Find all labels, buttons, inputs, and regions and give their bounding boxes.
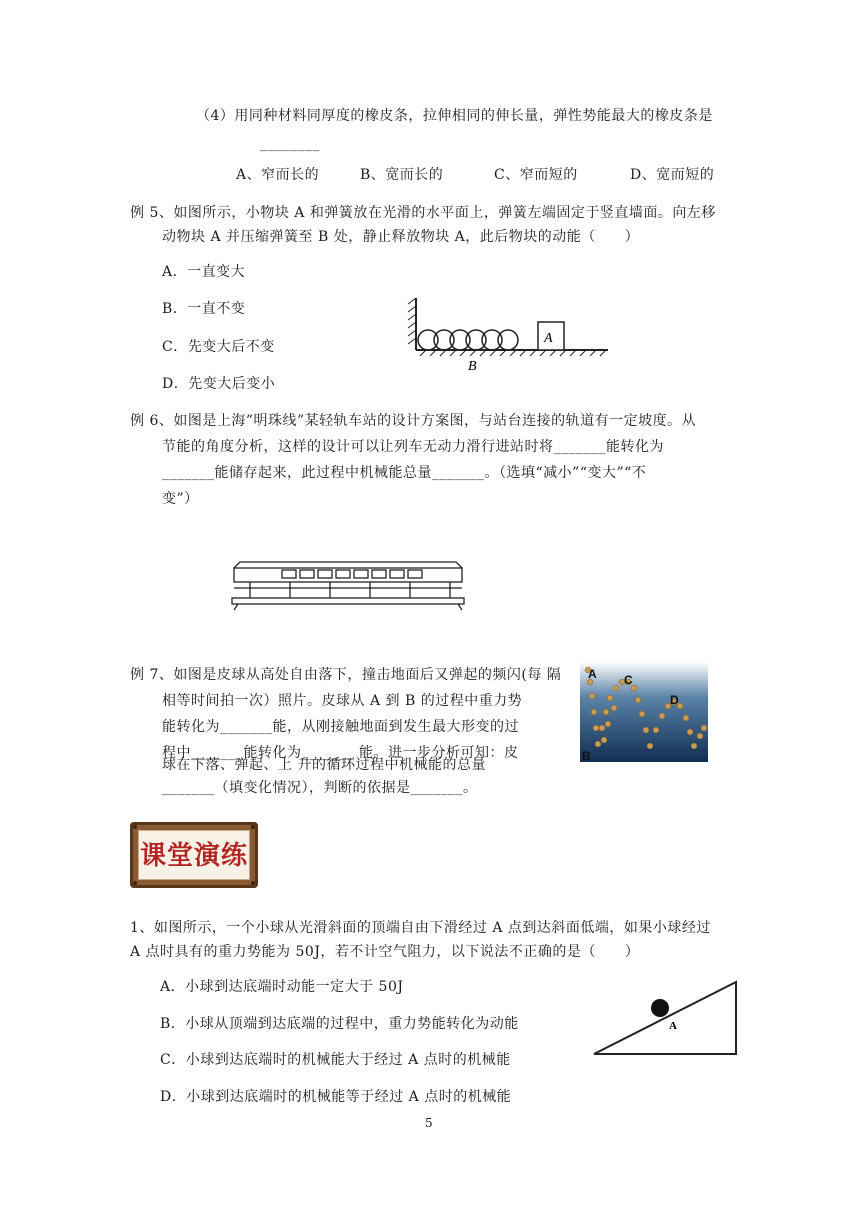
q4-option-a: A、窄而长的 bbox=[236, 167, 320, 183]
q4-option-b: B、宽而长的 bbox=[360, 167, 444, 183]
ball bbox=[651, 999, 669, 1017]
ex7-line1: 例 7、如图是皮球从高处自由落下，撞击地面后又弹起的频闪(每 隔 bbox=[130, 667, 562, 683]
ex7-line2: 相等时间拍一次）照片。皮球从 A 到 B 的过程中重力势 bbox=[162, 693, 523, 709]
section-badge bbox=[130, 822, 258, 888]
ex6-line1: 例 6、如图是上海”明珠线”某轻轨车站的设计方案图，与站台连接的轨道有一定坡度。从 bbox=[130, 413, 697, 429]
ex5-line1: 例 5、如图所示，小物块 A 和弹簧放在光滑的水平面上，弹簧左端固定于竖直墙面。向左移 bbox=[130, 205, 716, 221]
q4-option-c: C、窄而短的 bbox=[494, 167, 578, 183]
ex7-line3: 能转化为_______能，从刚接触地面到发生最大形变的过 bbox=[162, 719, 519, 735]
incline-figure bbox=[590, 976, 740, 1058]
point-b-label: B bbox=[468, 359, 477, 374]
ex6-line2: 节能的角度分析，这样的设计可以让列车无动力滑行进站时将_______能转化为 bbox=[162, 439, 664, 455]
q4-stem: （4）用同种材料同厚度的橡皮条，拉伸相同的伸长量，弹性势能最大的橡皮条是 bbox=[196, 108, 713, 124]
ex6-line3: _______能储存起来，此过程中机械能总量_______。（选填“减小”“变大”“不 bbox=[162, 465, 647, 481]
p1-option-c: C．小球到达底端时的机械能大于经过 A 点时的机械能 bbox=[160, 1052, 511, 1068]
bouncing-ball-photo bbox=[580, 662, 708, 762]
ex5-option-b: B．一直不变 bbox=[162, 301, 246, 317]
p1-line2: A 点时具有的重力势能为 50J，若不计空气阻力，以下说法不正确的是（ ） bbox=[130, 944, 640, 960]
ex5-option-a: A．一直变大 bbox=[162, 264, 246, 280]
spring-block-figure bbox=[400, 292, 614, 374]
ex7-line5: 球在下落、弹起、上 升的循环过程中机械能的总量 bbox=[162, 757, 486, 773]
p1-line1: 1、如图所示，一个小球从光滑斜面的顶端自由下滑经过 A 点到达斜面低端，如果小球经过 bbox=[130, 920, 711, 936]
block-a-label: A bbox=[544, 331, 553, 346]
incline-label-a: A bbox=[669, 1020, 677, 1032]
ex7-line6: _______（填变化情况），判断的依据是_______。 bbox=[162, 780, 478, 796]
p1-option-d: D．小球到达底端时的机械能等于经过 A 点时的机械能 bbox=[160, 1089, 512, 1105]
q4-option-d: D、宽而短的 bbox=[630, 167, 715, 183]
ex5-option-c: C．先变大后不变 bbox=[162, 339, 275, 355]
ex7-label-a: A bbox=[588, 667, 597, 681]
p1-option-b: B．小球从顶端到达底端的过程中，重力势能转化为动能 bbox=[160, 1016, 519, 1032]
ex6-line4: 变”） bbox=[162, 491, 199, 507]
ex7-line4: 程中_______能转化为_______ 能。进一步分析可知：皮 bbox=[162, 745, 519, 761]
section-title: 课堂演练 bbox=[139, 841, 248, 871]
ex7-label-c: C bbox=[624, 673, 633, 687]
ex7-label-d: D bbox=[670, 693, 679, 707]
ex5-line2: 动物块 A 并压缩弹簧至 B 处，静止释放物块 A，此后物块的动能（ ） bbox=[162, 229, 640, 245]
ex5-option-d: D．先变大后变小 bbox=[162, 376, 276, 392]
page-number: 5 bbox=[425, 1116, 433, 1130]
p1-option-a: A．小球到达底端时动能一定大于 50J bbox=[160, 979, 404, 995]
station-figure bbox=[230, 552, 466, 612]
q4-blank: ________ bbox=[260, 136, 320, 152]
ex7-label-b: B bbox=[582, 749, 591, 762]
